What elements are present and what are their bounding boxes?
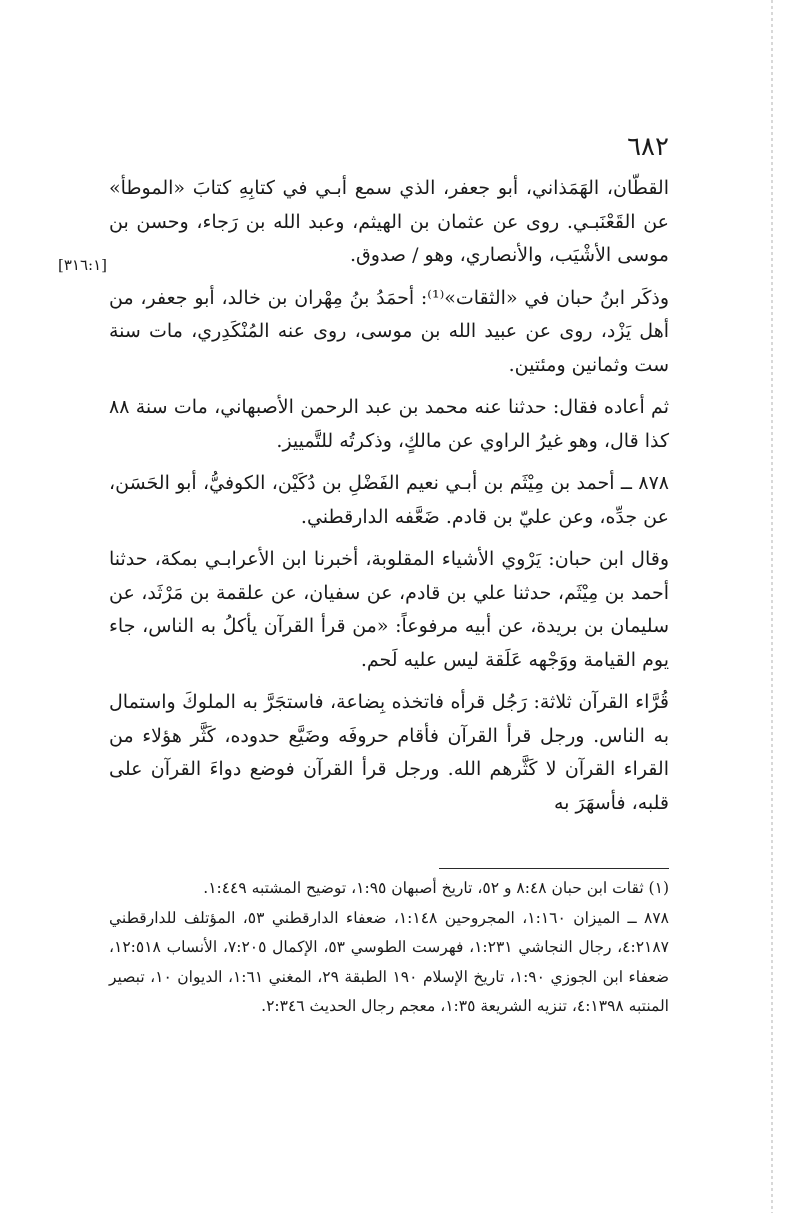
paragraph-2: وذكَر ابنُ حبان في «الثقات»⁽¹⁾: أحمَدُ بنُ مِهْران بن خالد، أبو جعفر، من أهل يَزْد، روى عن عبيد الله بن موسى، روى عنه المُنْكَدِري، مات سنة ست وثمانين ومئتين. — [109, 286, 669, 376]
footnotes — [109, 874, 669, 1022]
paragraph-entry-878: ٨٧٨ ــ أحمد بن مِيْثَم بن أبـي نعيم الفَضْلِ بن دُكَيْن، الكوفيُّ، أبو الحَسَن، عن جدِّه، وعن عليّ بن قادم. ضَعَّفه الدارقطني. — [109, 472, 669, 528]
paragraph-6: قُرَّاء القرآن ثلاثة: رَجُل قرأه فاتخذه بِضاعة، فاستجَرَّ به الملوكَ واستمال به الناس. ورجل قرأ القرآن فأقام حروفَه وضَيَّع حدوده، كَثَّر هؤلاء من القراء القرآن لا كَثَّرهم الله. ورجل قرأ القرآن فوضع دواءَ القرآن على قلبه، فأسهَرَ به — [109, 691, 669, 814]
paragraph-5: وقال ابن حبان: يَرْوي الأشياء المقلوبة، أخبرنا ابن الأعرابـي بمكة، حدثنا أحمد بن مِيْثَم، حدثنا علي بن قادم، عن سفيان، عن علقمة بن مَرْثَد، عن سليمان بن بريدة، عن أبيه مرفوعاً: «من قرأ القرآن يأكلُ به الناس، جاء يوم القيامة ووَجْهه عَلَقة ليس عليه لَحم. — [109, 548, 669, 671]
main-text — [109, 172, 669, 820]
footnote-1: (١) ثقات ابن حبان ٨:٤٨ و ٥٢، تاريخ أصبهان ١:٩٥، توضيح المشتبه ١:٤٤٩. — [203, 879, 669, 897]
footnote-divider — [439, 868, 669, 869]
scan-edge — [771, 0, 773, 1213]
paragraph-3: ثم أعاده فقال: حدثنا عنه محمد بن عبد الرحمن الأصبهاني، مات سنة ٨٨ كذا قال، وهو غيرُ الراوي عن مالكٍ، وذكرتُه للتَّمييز. — [109, 396, 669, 452]
marginal-reference: [٣١٦:١] — [58, 256, 107, 274]
page-number: ٦٨٢ — [627, 132, 669, 162]
footnote-878: ٨٧٨ ــ الميزان ١:١٦٠، المجروحين ١:١٤٨، ضعفاء الدارقطني ٥٣، المؤتلف للدارقطني ٤:٢١٨٧، رجال النجاشي ١:٢٣١، فهرست الطوسي ٥٣، الإكمال ٧:٢٠٥، الأنساب ١٢:٥١٨، ضعفاء ابن الجوزي ١:٩٠، تاريخ الإسلام ١٩٠ الطبقة ٢٩، المغني ١:٦١، الديوان ١٠، تبصير المنتبه ٤:١٣٩٨، تنزيه الشريعة ١:٣٥، معجم رجال الحديث ٢:٣٤٦. — [109, 908, 669, 1015]
paragraph-1: القطّان، الهَمَذاني، أبو جعفر، الذي سمع أبـي في كتابِهِ كتابَ «الموطأ» عن القَعْنَبـي. روى عن عثمان بن الهيثم، وعبد الله بن رَجاء، وحسن بن موسى الأشْيَب، والأنصاري، وهو / صدوق. — [109, 177, 669, 266]
